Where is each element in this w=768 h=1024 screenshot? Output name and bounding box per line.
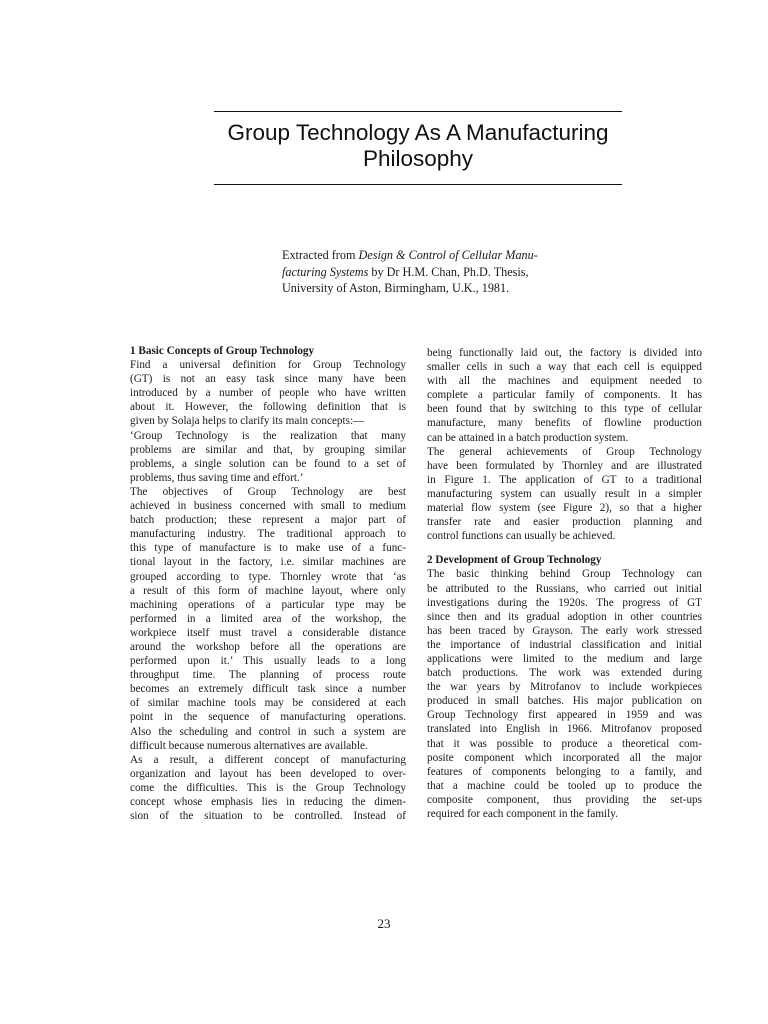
citation-line-2	[282, 264, 572, 281]
text-line: achieved in business concerned with small to medium	[130, 500, 406, 513]
text-line: transfer rate and easier production planning and	[427, 516, 702, 529]
text-line: The basic thinking behind Group Technology can	[427, 568, 702, 581]
text-line: smaller cells in such a way that each cell is equipped	[427, 361, 702, 374]
left-text-column	[130, 344, 406, 823]
citation-prefix: Extracted from	[282, 248, 359, 262]
citation-line-3: University of Aston, Birmingham, U.K., 1981.	[282, 281, 510, 295]
text-line: features of components belonging to a family, and	[427, 765, 702, 778]
title-line-1: Group Technology As A Manufacturing	[227, 120, 609, 145]
section-gap	[427, 543, 702, 553]
text-line: translated into English in 1966. Mitrofanov proposed	[427, 723, 702, 736]
text-line: manufacturing industry. The traditional approach to	[130, 528, 406, 541]
citation-title-part-1: Design & Control of Cellular Manu-	[358, 248, 538, 262]
text-line: As a result, a different concept of manufacturing	[130, 753, 406, 766]
text-line: grouped according to type. Thornley wrote that ‘as	[130, 570, 406, 583]
section-heading: 2 Development of Group Technology	[427, 554, 602, 567]
text-line: has been traced by Grayson. The early work stressed	[427, 624, 702, 637]
text-line: a result of this form of machine layout, where only	[130, 584, 406, 597]
text-line: machining operations of a particular type may be	[130, 598, 406, 611]
text-line: investigations during the 1920s. The progress of GT	[427, 596, 702, 609]
text-line: have been formulated by Thornley and are illustrated	[427, 459, 702, 472]
source-citation	[282, 247, 572, 297]
text-line: becomes an extremely difficult task since a number	[130, 683, 406, 696]
text-line: been found that by switching to this type of cellular	[427, 403, 702, 416]
text-line: concept whose emphasis lies in reducing the dimen-	[130, 796, 406, 808]
text-line: ‘Group Technology is the realization that many	[130, 429, 406, 442]
text-line: of similar machine tools may be considered at each	[130, 697, 406, 710]
text-line: performed upon it.’ This usually leads to a long	[130, 655, 406, 668]
text-line: be attributed to the Russians, who carried out initial	[427, 582, 702, 595]
text-line: control functions can usually be achieved.	[427, 530, 616, 543]
text-line: The objectives of Group Technology are best	[130, 485, 406, 498]
text-line: posite component which incorporated all the major	[427, 751, 702, 764]
text-line: composite component, thus providing the set-ups	[427, 793, 702, 806]
text-line: the war years by Mitrofanov to include workpieces	[427, 681, 702, 694]
citation-author: by Dr H.M. Chan, Ph.D. Thesis,	[368, 264, 529, 279]
text-line: that a machine could be tooled up to produce the	[427, 779, 702, 792]
text-line: performed in a limited area of the workshop, the	[130, 612, 406, 625]
text-line: this type of manufacture is to make use of a func-	[130, 542, 406, 555]
text-line: Group Technology first appeared in 1959 and was	[427, 709, 702, 722]
right-text-column	[427, 346, 702, 821]
text-line: Find a universal definition for Group Technology	[130, 359, 406, 372]
title-line-2: Philosophy	[362, 146, 474, 171]
citation-line-1	[282, 247, 572, 264]
text-line: batch productions. The work was extended during	[427, 667, 702, 680]
text-line: in Figure 1. The application of GT to a traditional	[427, 473, 702, 486]
text-line: around the workshop before all the operations are	[130, 640, 406, 653]
text-line: problems, thus saving time and effort.’	[130, 471, 304, 484]
text-line: required for each component in the family.	[427, 808, 618, 820]
text-line: organization and layout has been developed to over-	[130, 767, 406, 780]
text-line: problems, a single solution can be found to a set of	[130, 457, 406, 470]
section-heading: 1 Basic Concepts of Group Technology	[130, 345, 315, 357]
text-line: workpiece itself must travel a considerable distance	[130, 626, 406, 639]
page-number: 23	[377, 916, 391, 931]
text-line: with all the machines and equipment needed to	[427, 375, 702, 388]
text-line: introduced by a number of people who have written	[130, 387, 406, 400]
text-line: point in the sequence of manufacturing operations.	[130, 711, 406, 724]
text-line: (GT) is not an easy task since many have been	[130, 373, 406, 386]
text-line: produced in small batches. His major publication on	[427, 695, 702, 708]
text-line: Also the scheduling and control in such a system are	[130, 725, 406, 738]
text-line: tional layout in the factory, i.e. similar machines are	[130, 556, 406, 569]
page-title	[190, 120, 646, 172]
text-line: batch production; these represent a major part of	[130, 514, 406, 527]
title-bottom-rule	[214, 184, 622, 185]
text-line: problems are similar and that, by grouping similar	[130, 443, 406, 456]
text-line: that it was possible to produce a theoretical com-	[427, 737, 702, 750]
citation-title-part-2: facturing Systems	[282, 264, 369, 279]
text-line: The general achievements of Group Technology	[427, 445, 702, 458]
text-line: manufacturing system can usually result in a simpler	[427, 487, 702, 500]
text-line: come the difficulties. This is the Group Technology	[130, 781, 406, 794]
title-top-rule	[214, 111, 622, 112]
text-line: sion of the situation to be controlled. Instead of	[130, 810, 406, 823]
text-line: difficult because numerous alternatives are available.	[130, 739, 368, 752]
text-line: about it. However, the following definition that is	[130, 401, 406, 414]
text-line: manufacture, many benefits of flowline production	[427, 417, 702, 430]
text-line: applications were limited to the medium and large	[427, 652, 702, 665]
text-line: since then and its gradual adoption in other countries	[427, 610, 702, 623]
text-line: the importance of industrial classification and initial	[427, 638, 702, 651]
text-line: can be attained in a batch production system.	[427, 431, 629, 444]
text-line: complete a particular family of components. It has	[427, 389, 702, 402]
text-line: throughput time. The planning of process route	[130, 669, 406, 682]
text-line: being functionally laid out, the factory is divided into	[427, 347, 702, 359]
text-line: given by Solaja helps to clarify its main concepts:—	[130, 415, 365, 428]
text-line: material flow system (see Figure 2), so that a higher	[427, 502, 702, 515]
